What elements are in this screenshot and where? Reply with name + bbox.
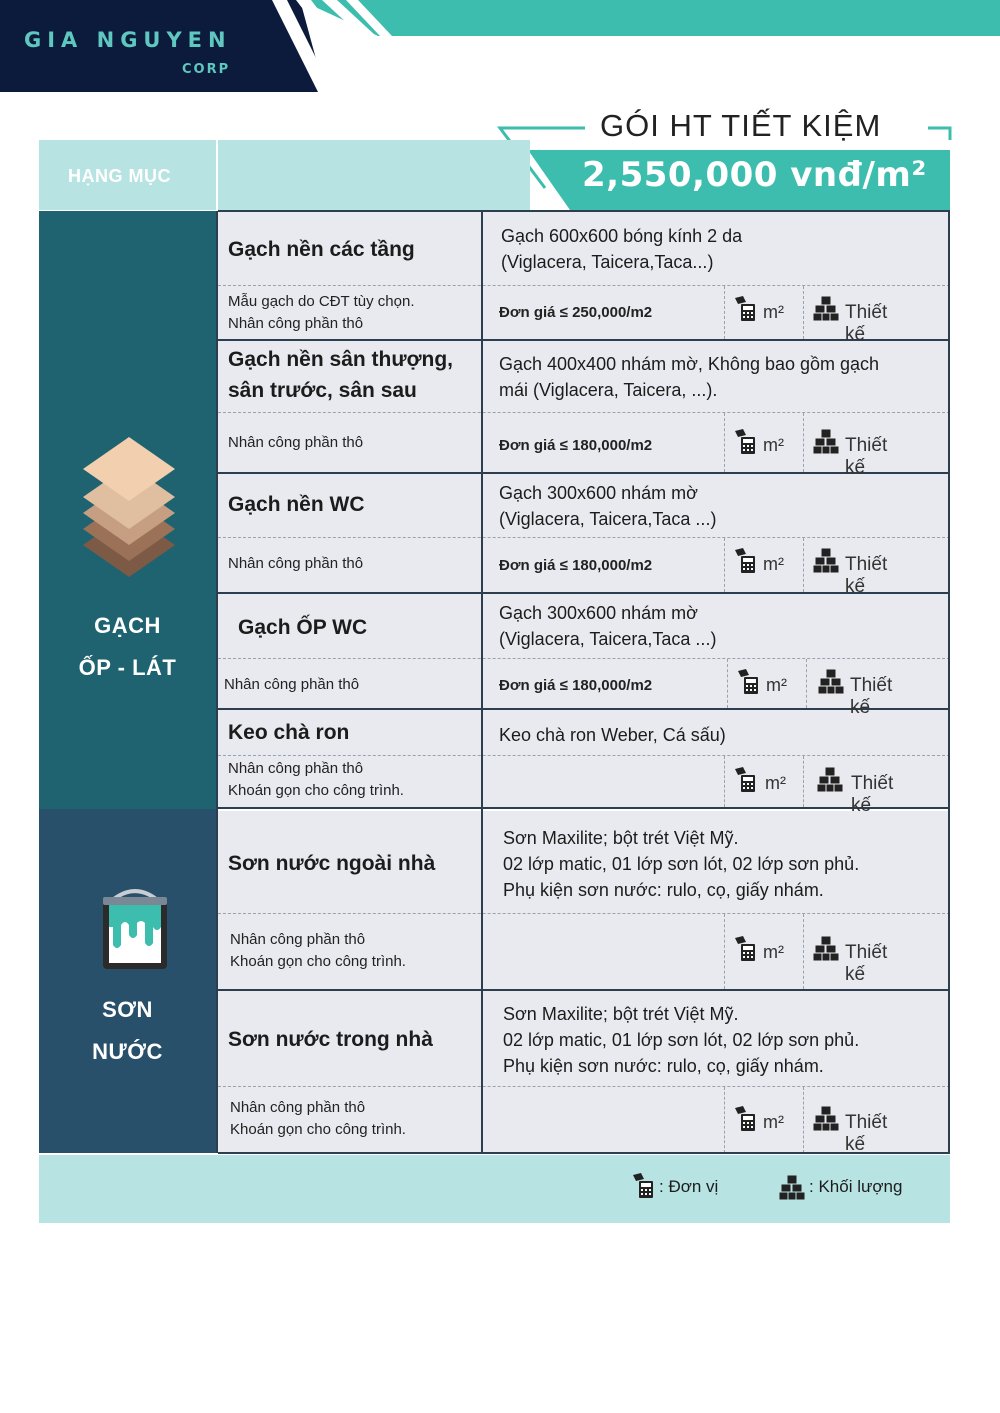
boxes-icon xyxy=(813,296,839,322)
package-price: 2,550,000 vnđ/m² xyxy=(582,155,927,195)
row-divider xyxy=(218,537,950,538)
thiet-ke-text: Thiết kế xyxy=(845,942,888,985)
boxes-icon xyxy=(813,1106,839,1132)
unit-text: m² xyxy=(765,773,786,793)
table-border xyxy=(218,708,950,710)
row-desc: Sơn Maxilite; bột trét Việt Mỹ. xyxy=(503,828,739,848)
unit-text: m² xyxy=(763,1112,784,1132)
row-sub: Nhân công phần thô xyxy=(228,434,364,451)
thiet-ke-text: Thiết kế xyxy=(850,675,893,718)
boxes-icon xyxy=(813,548,839,574)
stacked-tiles-icon xyxy=(83,437,175,589)
unit-calculator-icon xyxy=(733,296,757,322)
legend-bar xyxy=(39,1155,950,1223)
col-divider xyxy=(803,1087,805,1153)
row-price: Đơn giá ≤ 180,000/m2 xyxy=(499,677,653,694)
row-name: sân trước, sân sau xyxy=(228,379,417,402)
table-row xyxy=(218,341,481,472)
table-border xyxy=(218,592,950,594)
col-divider xyxy=(803,413,805,472)
table-border xyxy=(218,339,950,341)
row-price: Đơn giá ≤ 180,000/m2 xyxy=(499,557,653,574)
unit-calculator-icon xyxy=(733,767,757,793)
col-divider xyxy=(724,914,726,989)
row-price: Đơn giá ≤ 250,000/m2 xyxy=(499,304,653,321)
table-border xyxy=(218,472,950,474)
table-border xyxy=(948,211,950,1153)
unit-text: m² xyxy=(766,675,787,695)
row-divider xyxy=(218,913,950,914)
category-son-line1: SƠN xyxy=(102,997,153,1022)
col-divider xyxy=(803,756,805,807)
row-desc: Gạch 300x600 nhám mờ xyxy=(499,603,698,623)
table-border xyxy=(216,211,218,1153)
boxes-icon xyxy=(813,429,839,455)
row-desc: Gạch 400x400 nhám mờ, Không bao gồm gạch xyxy=(499,354,880,374)
table-border xyxy=(481,211,483,1153)
table-border xyxy=(218,1152,950,1154)
row-name: Gạch nền sân thượng, xyxy=(228,348,453,371)
table-row xyxy=(218,811,481,989)
boxes-icon xyxy=(817,767,843,793)
row-sub: Nhân công phần thô xyxy=(230,1099,366,1116)
row-desc: Phụ kiện sơn nước: rulo, cọ, giấy nhám. xyxy=(503,880,824,900)
unit-calculator-icon xyxy=(733,936,757,962)
col-divider xyxy=(806,659,808,708)
legend-volume: : Khối lượng xyxy=(809,1177,903,1196)
unit-calculator-icon xyxy=(733,1106,757,1132)
category-son-line2: NƯỚC xyxy=(92,1039,163,1064)
col-divider xyxy=(803,538,805,592)
row-desc: (Viglacera, Taicera,Taca ...) xyxy=(499,629,717,649)
unit-text: m² xyxy=(763,554,784,574)
brand-sub: CORP xyxy=(182,62,231,77)
table-row xyxy=(218,594,481,708)
row-sub: Nhân công phần thô xyxy=(228,760,364,777)
row-desc: mái (Viglacera, Taicera, ...). xyxy=(499,380,718,400)
thiet-ke-text: Thiết kế xyxy=(845,302,888,345)
brand-name: GIA NGUYEN xyxy=(24,28,232,52)
category-gach-line2: ỐP - LÁT xyxy=(78,655,177,680)
row-desc: Phụ kiện sơn nước: rulo, cọ, giấy nhám. xyxy=(503,1056,824,1076)
unit-calculator-icon xyxy=(631,1173,655,1199)
thiet-ke-text: Thiết kế xyxy=(845,435,888,478)
table-row xyxy=(218,991,481,1153)
row-sub: Khoán gọn cho công trình. xyxy=(230,1121,406,1138)
row-desc: 02 lớp matic, 01 lớp sơn lót, 02 lớp sơn phủ. xyxy=(503,1030,860,1050)
unit-text: m² xyxy=(763,942,784,962)
row-name: Gạch ỐP WC xyxy=(238,616,368,639)
row-sub: Mẫu gạch do CĐT tùy chọn. xyxy=(228,293,415,310)
boxes-icon xyxy=(779,1175,805,1201)
row-desc: Gạch 600x600 bóng kính 2 da xyxy=(501,226,743,246)
col-divider xyxy=(724,286,726,339)
row-sub: Khoán gọn cho công trình. xyxy=(230,953,406,970)
unit-text: m² xyxy=(763,302,784,322)
category-gach-op-lat xyxy=(39,211,216,809)
row-divider xyxy=(218,658,950,659)
row-desc: (Viglacera, Taicera,Taca...) xyxy=(501,252,714,272)
row-divider xyxy=(218,1086,950,1087)
col-divider xyxy=(724,413,726,472)
row-name: Sơn nước trong nhà xyxy=(228,1028,433,1051)
boxes-icon xyxy=(813,936,839,962)
unit-calculator-icon xyxy=(733,429,757,455)
row-sub: Nhân công phần thô xyxy=(228,315,364,332)
table-row xyxy=(218,474,481,592)
col-divider xyxy=(727,659,729,708)
col-divider xyxy=(724,1087,726,1153)
package-name: GÓI HT TIẾT KIỆM xyxy=(600,108,882,143)
table-row xyxy=(218,710,481,807)
row-desc: (Viglacera, Taicera,Taca ...) xyxy=(499,509,717,529)
unit-calculator-icon xyxy=(733,548,757,574)
unit-calculator-icon xyxy=(736,669,760,695)
col-divider xyxy=(803,286,805,339)
table-border xyxy=(218,210,950,212)
row-sub: Khoán gọn cho công trình. xyxy=(228,782,404,799)
row-sub: Nhân công phần thô xyxy=(230,931,366,948)
col-divider xyxy=(803,914,805,989)
thiet-ke-text: Thiết kế xyxy=(845,554,888,597)
row-desc: Keo chà ron Weber, Cá sấu) xyxy=(499,725,726,745)
row-desc: 02 lớp matic, 01 lớp sơn lót, 02 lớp sơn phủ. xyxy=(503,854,860,874)
table-border xyxy=(218,989,950,991)
col-divider xyxy=(724,756,726,807)
row-price: Đơn giá ≤ 180,000/m2 xyxy=(499,437,653,454)
row-name: Gạch nền các tầng xyxy=(228,238,415,261)
col-divider xyxy=(724,538,726,592)
unit-text: m² xyxy=(763,435,784,455)
legend-unit: : Đơn vị xyxy=(659,1177,719,1196)
table-border xyxy=(218,807,950,809)
row-name: Gạch nền WC xyxy=(228,493,365,516)
row-name: Keo chà ron xyxy=(228,721,350,744)
paint-bucket-icon xyxy=(99,883,171,971)
row-divider xyxy=(218,755,950,756)
category-son-nuoc xyxy=(39,809,216,1153)
header-hang-muc: HẠNG MỤC xyxy=(68,166,171,186)
row-divider xyxy=(218,285,950,286)
header-cell-item xyxy=(218,140,530,210)
boxes-icon xyxy=(818,669,844,695)
row-divider xyxy=(218,412,950,413)
table-row xyxy=(218,211,481,339)
thiet-ke-text: Thiết kế xyxy=(845,1112,888,1155)
row-desc: Gạch 300x600 nhám mờ xyxy=(499,483,698,503)
category-gach-line1: GẠCH xyxy=(94,613,161,638)
row-sub: Nhân công phần thô xyxy=(224,676,360,693)
row-desc: Sơn Maxilite; bột trét Việt Mỹ. xyxy=(503,1004,739,1024)
row-sub: Nhân công phần thô xyxy=(228,555,364,572)
row-name: Sơn nước ngoài nhà xyxy=(228,852,436,875)
thiet-ke-text: Thiết kế xyxy=(851,773,894,816)
